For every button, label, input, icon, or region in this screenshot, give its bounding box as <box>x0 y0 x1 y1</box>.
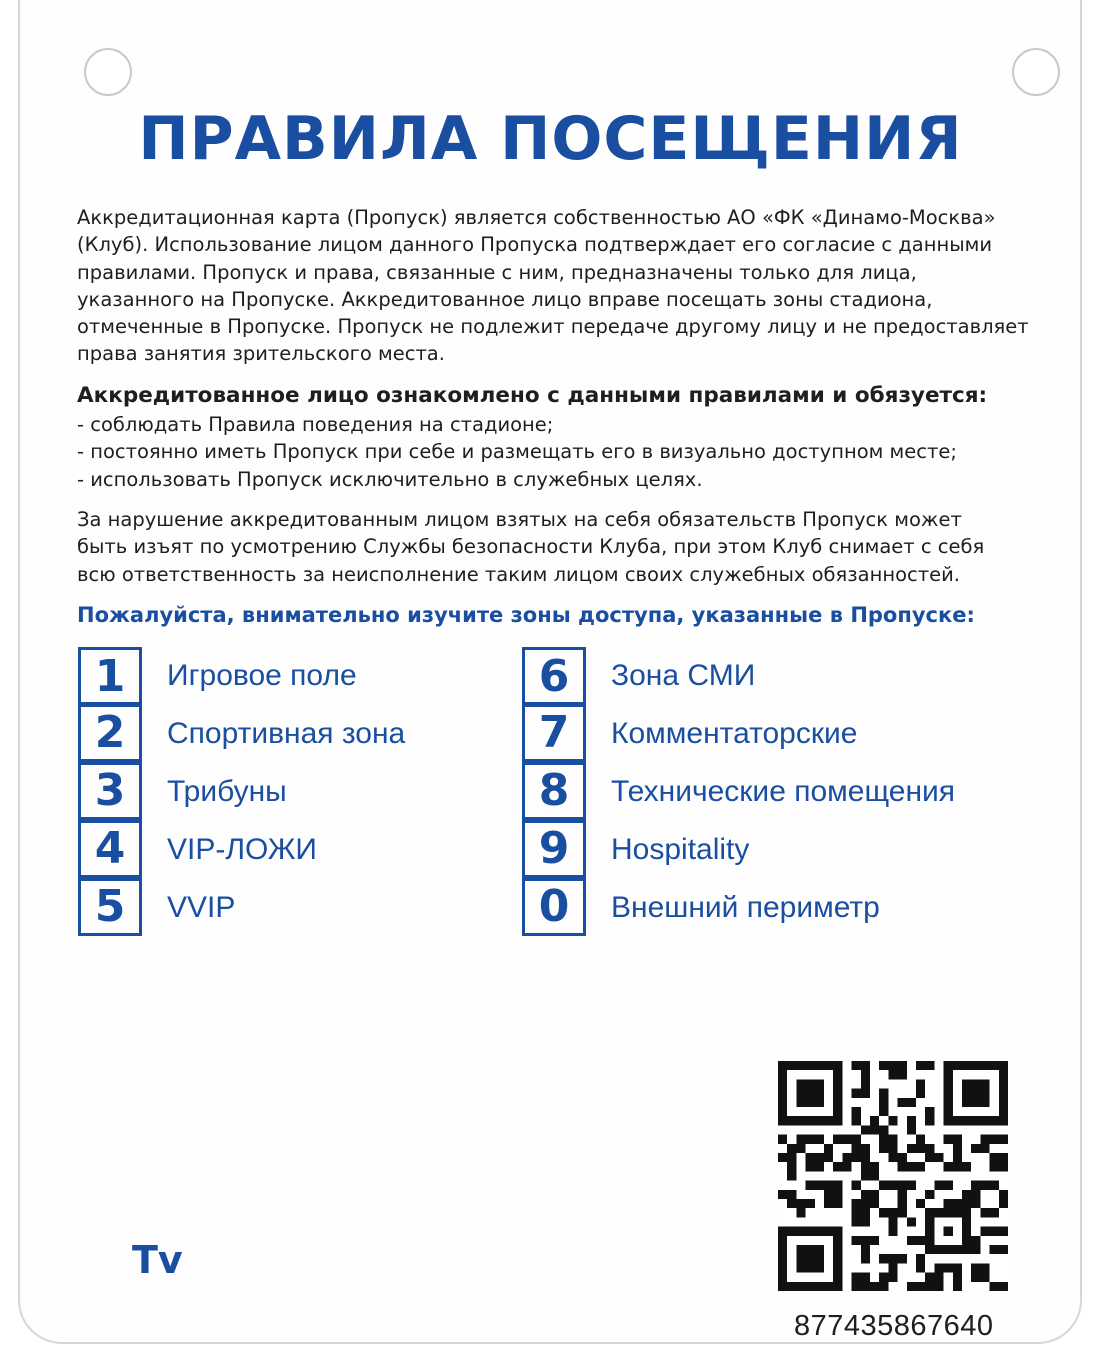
commitment-item: - использовать Пропуск исключительно в служебных целях. <box>77 467 703 491</box>
zone-number: 2 <box>78 704 142 762</box>
zone-item <box>522 647 955 705</box>
zone-label: Зона СМИ <box>611 659 756 692</box>
intro-line: правилами. Пропуск и права, связанные с ним, предназначены только для лица, <box>77 260 917 284</box>
zones-list-right <box>522 647 955 937</box>
zone-label: Игровое поле <box>167 659 357 692</box>
zone-number: 8 <box>522 762 586 820</box>
zone-item <box>78 705 405 763</box>
zone-label: Спортивная зона <box>167 717 406 750</box>
zone-item <box>522 763 955 821</box>
commitments-section <box>77 381 1067 493</box>
intro-paragraph <box>77 204 1067 368</box>
intro-line: отмеченные в Пропуске. Пропуск не подлежит передаче другому лицу и не предоставляет <box>77 315 1029 339</box>
zone-label: Комментаторские <box>611 717 858 750</box>
zone-label: Технические помещения <box>611 775 956 808</box>
intro-line: указанного на Пропуске. Аккредитованное лицо вправе посещать зоны стадиона, <box>77 287 933 311</box>
zone-label: Внешний периметр <box>611 891 880 924</box>
qr-code <box>778 1061 1008 1291</box>
zone-number: 4 <box>78 820 142 878</box>
commitment-item: - соблюдать Правила поведения на стадионе; <box>77 413 554 436</box>
zone-number: 5 <box>78 878 142 936</box>
zone-item <box>522 821 955 879</box>
zone-label: VVIP <box>167 891 236 924</box>
zone-number: 1 <box>78 647 142 705</box>
intro-line: права занятия зрительского места. <box>77 342 445 366</box>
page-title: ПРАВИЛА ПОСЕЩЕНИЯ <box>138 104 963 174</box>
zone-item <box>78 821 405 879</box>
violation-line: За нарушение аккредитованным лицом взятых на себя обязательств Пропуск может <box>77 508 962 531</box>
zones-list-left <box>78 647 405 937</box>
violation-line: быть изъят по усмотрению Службы безопасности Клуба, при этом Клуб снимает с себя <box>77 535 985 559</box>
intro-line: Аккредитационная карта (Пропуск) является собственностью АО «ФК «Динамо-Москва» <box>77 206 996 229</box>
commitment-item: - постоянно иметь Пропуск при себе и размещать его в визуально доступном месте; <box>77 440 957 464</box>
tv-logo: Tv <box>132 1238 183 1282</box>
punch-hole-left <box>84 48 132 96</box>
zone-item <box>522 879 955 937</box>
violation-paragraph <box>77 506 1067 588</box>
zone-number: 0 <box>522 878 586 936</box>
qr-code-number: 877435867640 <box>794 1310 994 1342</box>
zone-label: VIP-ЛОЖИ <box>167 833 317 866</box>
violation-line: всю ответственность за неисполнение таким лицом своих служебных обязанностей. <box>77 562 960 586</box>
zone-number: 6 <box>522 647 586 705</box>
zone-item <box>78 763 405 821</box>
punch-hole-right <box>1012 48 1060 96</box>
zone-item <box>522 705 955 763</box>
zone-label: Hospitality <box>611 833 750 866</box>
zone-number: 7 <box>522 704 586 762</box>
zone-item <box>78 879 405 937</box>
zones-heading: Пожалуйста, внимательно изучите зоны доступа, указанные в Пропуске: <box>77 603 975 627</box>
commitments-heading: Аккредитованное лицо ознакомлено с данными правилами и обязуется: <box>77 383 988 408</box>
zone-number: 3 <box>78 762 142 820</box>
zone-item <box>78 647 405 705</box>
zone-number: 9 <box>522 820 586 878</box>
intro-line: (Клуб). Использование лицом данного Пропуска подтверждает его согласие с данными <box>77 233 993 257</box>
zone-label: Трибуны <box>167 775 287 808</box>
